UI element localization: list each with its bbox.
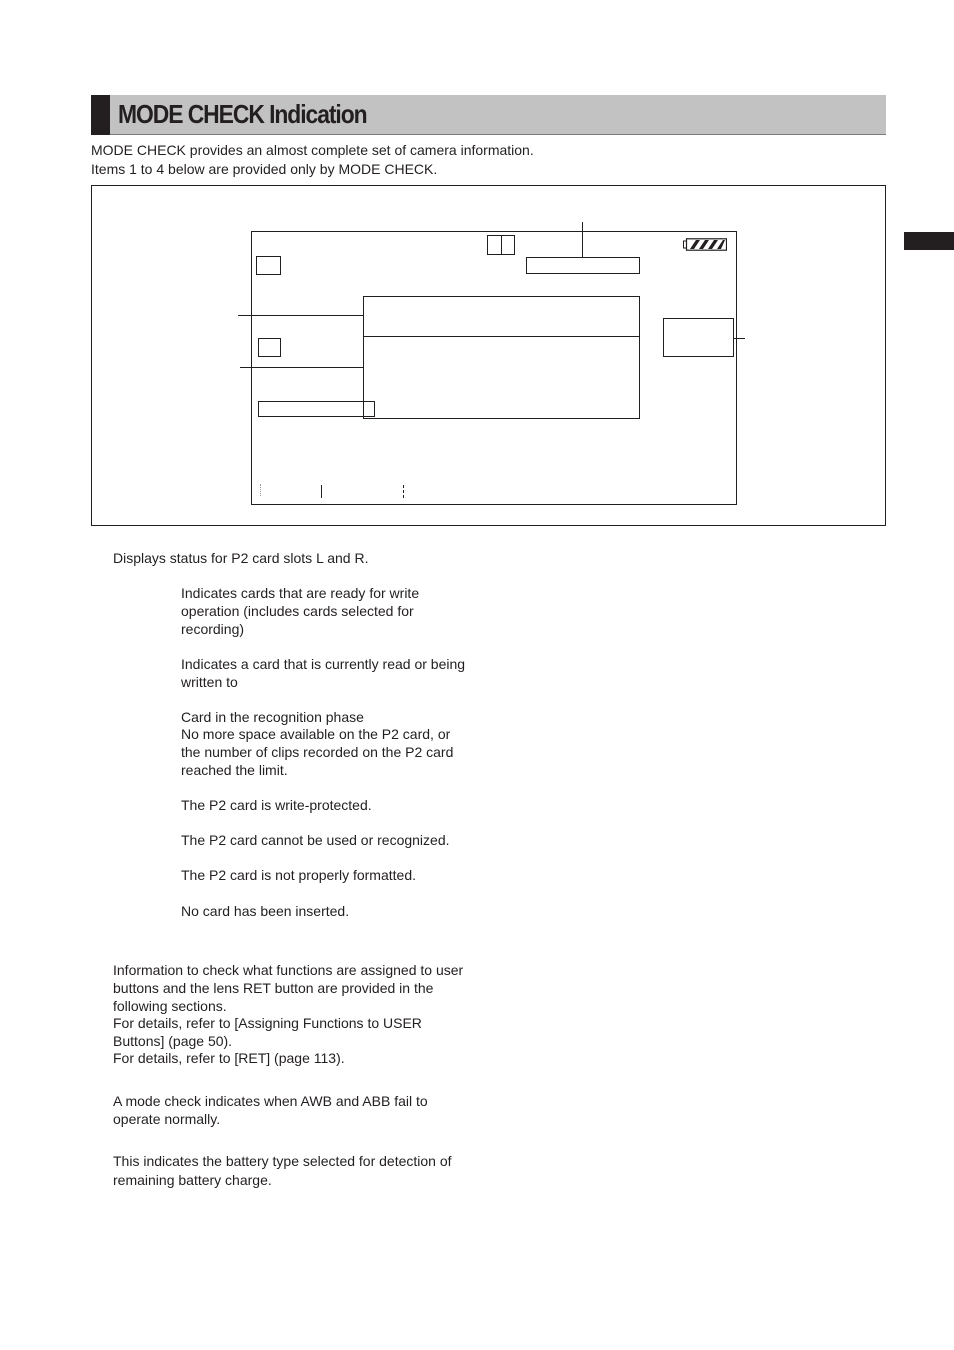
- tick-mark-dotted: [260, 484, 263, 496]
- callout-line-right: [734, 338, 745, 339]
- section2-text: Information to check what functions are assigned to user buttons and the lens RET button are provided in the following sections.: [113, 962, 464, 1014]
- page-title: MODE CHECK Indication: [118, 99, 367, 129]
- section1-intro: Displays status for P2 card slots L and R.: [113, 550, 369, 566]
- user-buttons-panel: [363, 296, 640, 337]
- indicator-box-2: [258, 338, 281, 357]
- battery-type-box: [663, 318, 734, 357]
- callout-line-left-1: [238, 315, 363, 316]
- section3-text: A mode check indicates when AWB and ABB fail to operate normally.: [113, 1093, 428, 1127]
- intro-line-1: MODE CHECK provides an almost complete set of camera information.: [91, 142, 534, 158]
- indicator-box-1: [256, 256, 281, 275]
- section1-item: The P2 card is write-protected.: [181, 797, 372, 813]
- tick-mark-solid: [321, 485, 322, 498]
- section1-item: The P2 card is not properly formatted.: [181, 867, 416, 883]
- indicator-bar: [258, 401, 375, 417]
- callout-line-top: [582, 222, 583, 258]
- battery-full-icon: [683, 238, 727, 251]
- section4-text: This indicates the battery type selected for detection of remaining battery charge.: [113, 1153, 452, 1188]
- heading-tab: [91, 95, 110, 135]
- callout-line-left-2: [240, 367, 363, 368]
- info-panel: [363, 336, 640, 419]
- section1-item: No more space available on the P2 card, or the number of clips recorded on the P2 card reached the limit.: [181, 726, 454, 778]
- section1-item: Indicates cards that are ready for write operation (includes cards selected for recording): [181, 585, 420, 637]
- section1-item: Card in the recognition phase: [181, 709, 364, 725]
- intro-line-2: Items 1 to 4 below are provided only by MODE CHECK.: [91, 161, 438, 177]
- section2-reference: For details, refer to [Assigning Functions to USER Buttons] (page 50).: [113, 1015, 422, 1049]
- section1-item: Indicates a card that is currently read or being written to: [181, 656, 466, 690]
- chapter-tab: [904, 232, 954, 250]
- section1-item: The P2 card cannot be used or recognized.: [181, 832, 450, 848]
- section2-reference: For details, refer to [RET] (page 113).: [113, 1050, 345, 1066]
- status-bar-box: [526, 257, 640, 274]
- tick-mark-dashed: [403, 485, 405, 498]
- slot-divider: [501, 235, 502, 255]
- section1-item: No card has been inserted.: [181, 903, 350, 919]
